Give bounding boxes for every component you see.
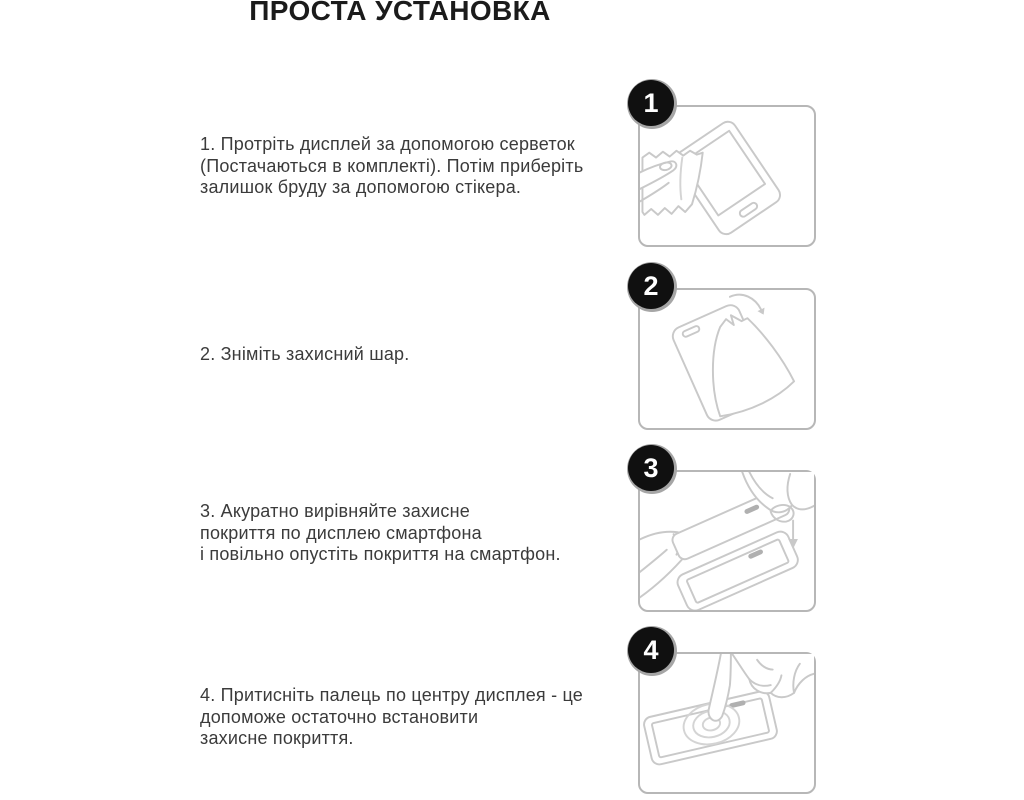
- instruction-line: 3. Акуратно вирівняйте захисне: [200, 501, 470, 521]
- instruction-line: 2. Зніміть захисний шар.: [200, 344, 410, 364]
- align-protector-icon: [640, 472, 814, 610]
- pressing-hand: [708, 654, 814, 721]
- down-arrow-icon: [788, 521, 798, 549]
- instruction-line: 4. Притисніть палець по центру дисплея - це: [200, 685, 583, 705]
- instruction-line: (Постачаються в комплекті). Потім приберіть: [200, 155, 584, 176]
- step-3-illustration-frame: [638, 452, 816, 612]
- instruction-line: і повільно опустіть покриття на смартфон.: [200, 544, 561, 564]
- instruction-line: захисне покриття.: [200, 728, 354, 748]
- step-number: 1: [643, 87, 659, 118]
- step-2-illustration-frame: [638, 270, 816, 430]
- step-2-instructions: [200, 344, 409, 366]
- step-4-instructions: [200, 685, 583, 750]
- peel-layer-icon: [640, 290, 814, 428]
- page-title: ПРОСТА УСТАНОВКА: [249, 0, 551, 26]
- step-1-illustration-frame: [638, 87, 816, 247]
- step-2-number-badge: [628, 263, 674, 309]
- pressing-finger: [708, 654, 730, 721]
- curved-arrow-icon: [730, 295, 765, 315]
- step-3-instructions: [200, 501, 561, 566]
- step-number: 2: [643, 270, 659, 301]
- peeling-layer: [713, 315, 794, 416]
- step-number: 4: [643, 634, 659, 665]
- step-3-number-badge: [628, 445, 674, 491]
- instruction-line: 1. Протріть дисплей за допомогою серветок: [200, 134, 575, 154]
- step-number: 3: [643, 452, 659, 483]
- step-1-instructions: [200, 134, 583, 199]
- wipe-display-icon: [640, 107, 814, 245]
- step-1-number-badge: [628, 80, 674, 126]
- step-4-number-badge: [628, 627, 674, 673]
- instruction-line: допоможе остаточно встановити: [200, 706, 479, 727]
- step-4-illustration-frame: [638, 634, 816, 794]
- instruction-line: залишок бруду за допомогою стікера.: [200, 177, 522, 197]
- press-finger-icon: [640, 654, 814, 792]
- instruction-line: покриття по дисплею смартфона: [200, 522, 482, 543]
